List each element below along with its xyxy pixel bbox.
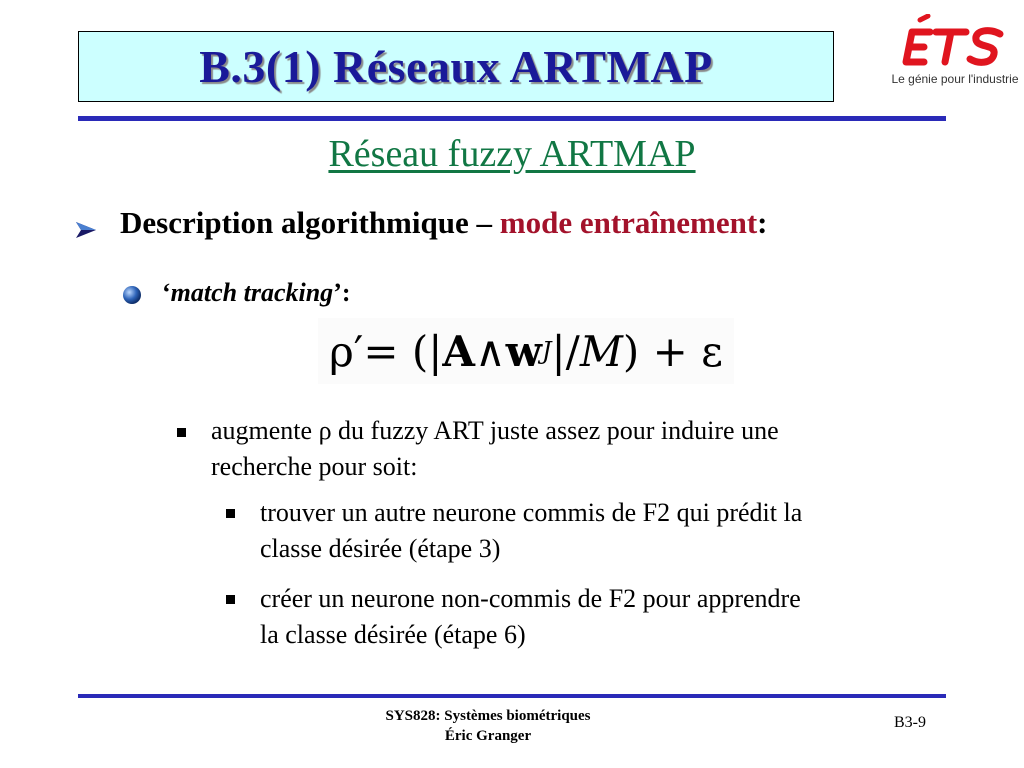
match-tracking-colon: : [341, 278, 351, 307]
match-tracking-open-quote: ‘ [162, 278, 171, 307]
formula-eq: = (| [363, 326, 443, 376]
list-item [211, 413, 779, 485]
list-item-line: augmente ρ du fuzzy ART juste assez pour induire une [211, 416, 779, 445]
formula-wedge: ∧ [475, 326, 506, 376]
arrow-bullet-icon [74, 219, 100, 241]
match-tracking-close-quote: ’ [333, 278, 342, 307]
formula-A: A [442, 326, 475, 376]
list-item-line: recherche pour soit: [211, 452, 418, 481]
match-tracking-formula [318, 318, 734, 384]
square-bullet-icon [177, 428, 186, 437]
formula-tail: ) + ε [622, 326, 723, 376]
formula-rho-prime: ρ′ [329, 326, 364, 376]
bottom-divider [78, 694, 946, 698]
bullet-description [120, 205, 768, 241]
formula-J: J [541, 337, 552, 365]
slide-title: B.3(1) Réseaux ARTMAP [199, 41, 713, 92]
list-item-line: classe désirée (étape 3) [260, 534, 501, 563]
formula-M: M [579, 326, 623, 376]
formula-rest: |/ [551, 326, 580, 376]
ets-logo [890, 14, 1020, 94]
match-tracking-text: match tracking [170, 278, 334, 307]
list-item-line: la classe désirée (étape 6) [260, 620, 526, 649]
ets-logo-icon [890, 14, 1020, 74]
footer-course: SYS828: Systèmes biométriques [385, 708, 591, 724]
page-number: B3-9 [894, 714, 926, 731]
title-box [78, 31, 834, 102]
footer-info [300, 706, 676, 746]
bullet-description-end: : [757, 205, 768, 240]
footer-author: Éric Granger [444, 728, 532, 744]
bullet-description-accent: mode entraînement [499, 205, 758, 240]
ball-bullet-icon [122, 285, 142, 305]
logo-tagline: Le génie pour l'industrie [891, 72, 1019, 86]
bullet-description-text: Description algorithmique – [120, 205, 500, 240]
square-bullet-icon [226, 595, 235, 604]
bullet-match-tracking [162, 278, 351, 308]
slide-subtitle: Réseau fuzzy ARTMAP [328, 133, 696, 175]
formula-w: w [505, 326, 542, 376]
list-item [260, 581, 801, 653]
list-item-line: créer un neurone non-commis de F2 pour apprendre [260, 584, 801, 613]
list-item-line: trouver un autre neurone commis de F2 qui prédit la [260, 498, 803, 527]
list-item [260, 495, 802, 567]
square-bullet-icon [226, 509, 235, 518]
top-divider [78, 116, 946, 121]
